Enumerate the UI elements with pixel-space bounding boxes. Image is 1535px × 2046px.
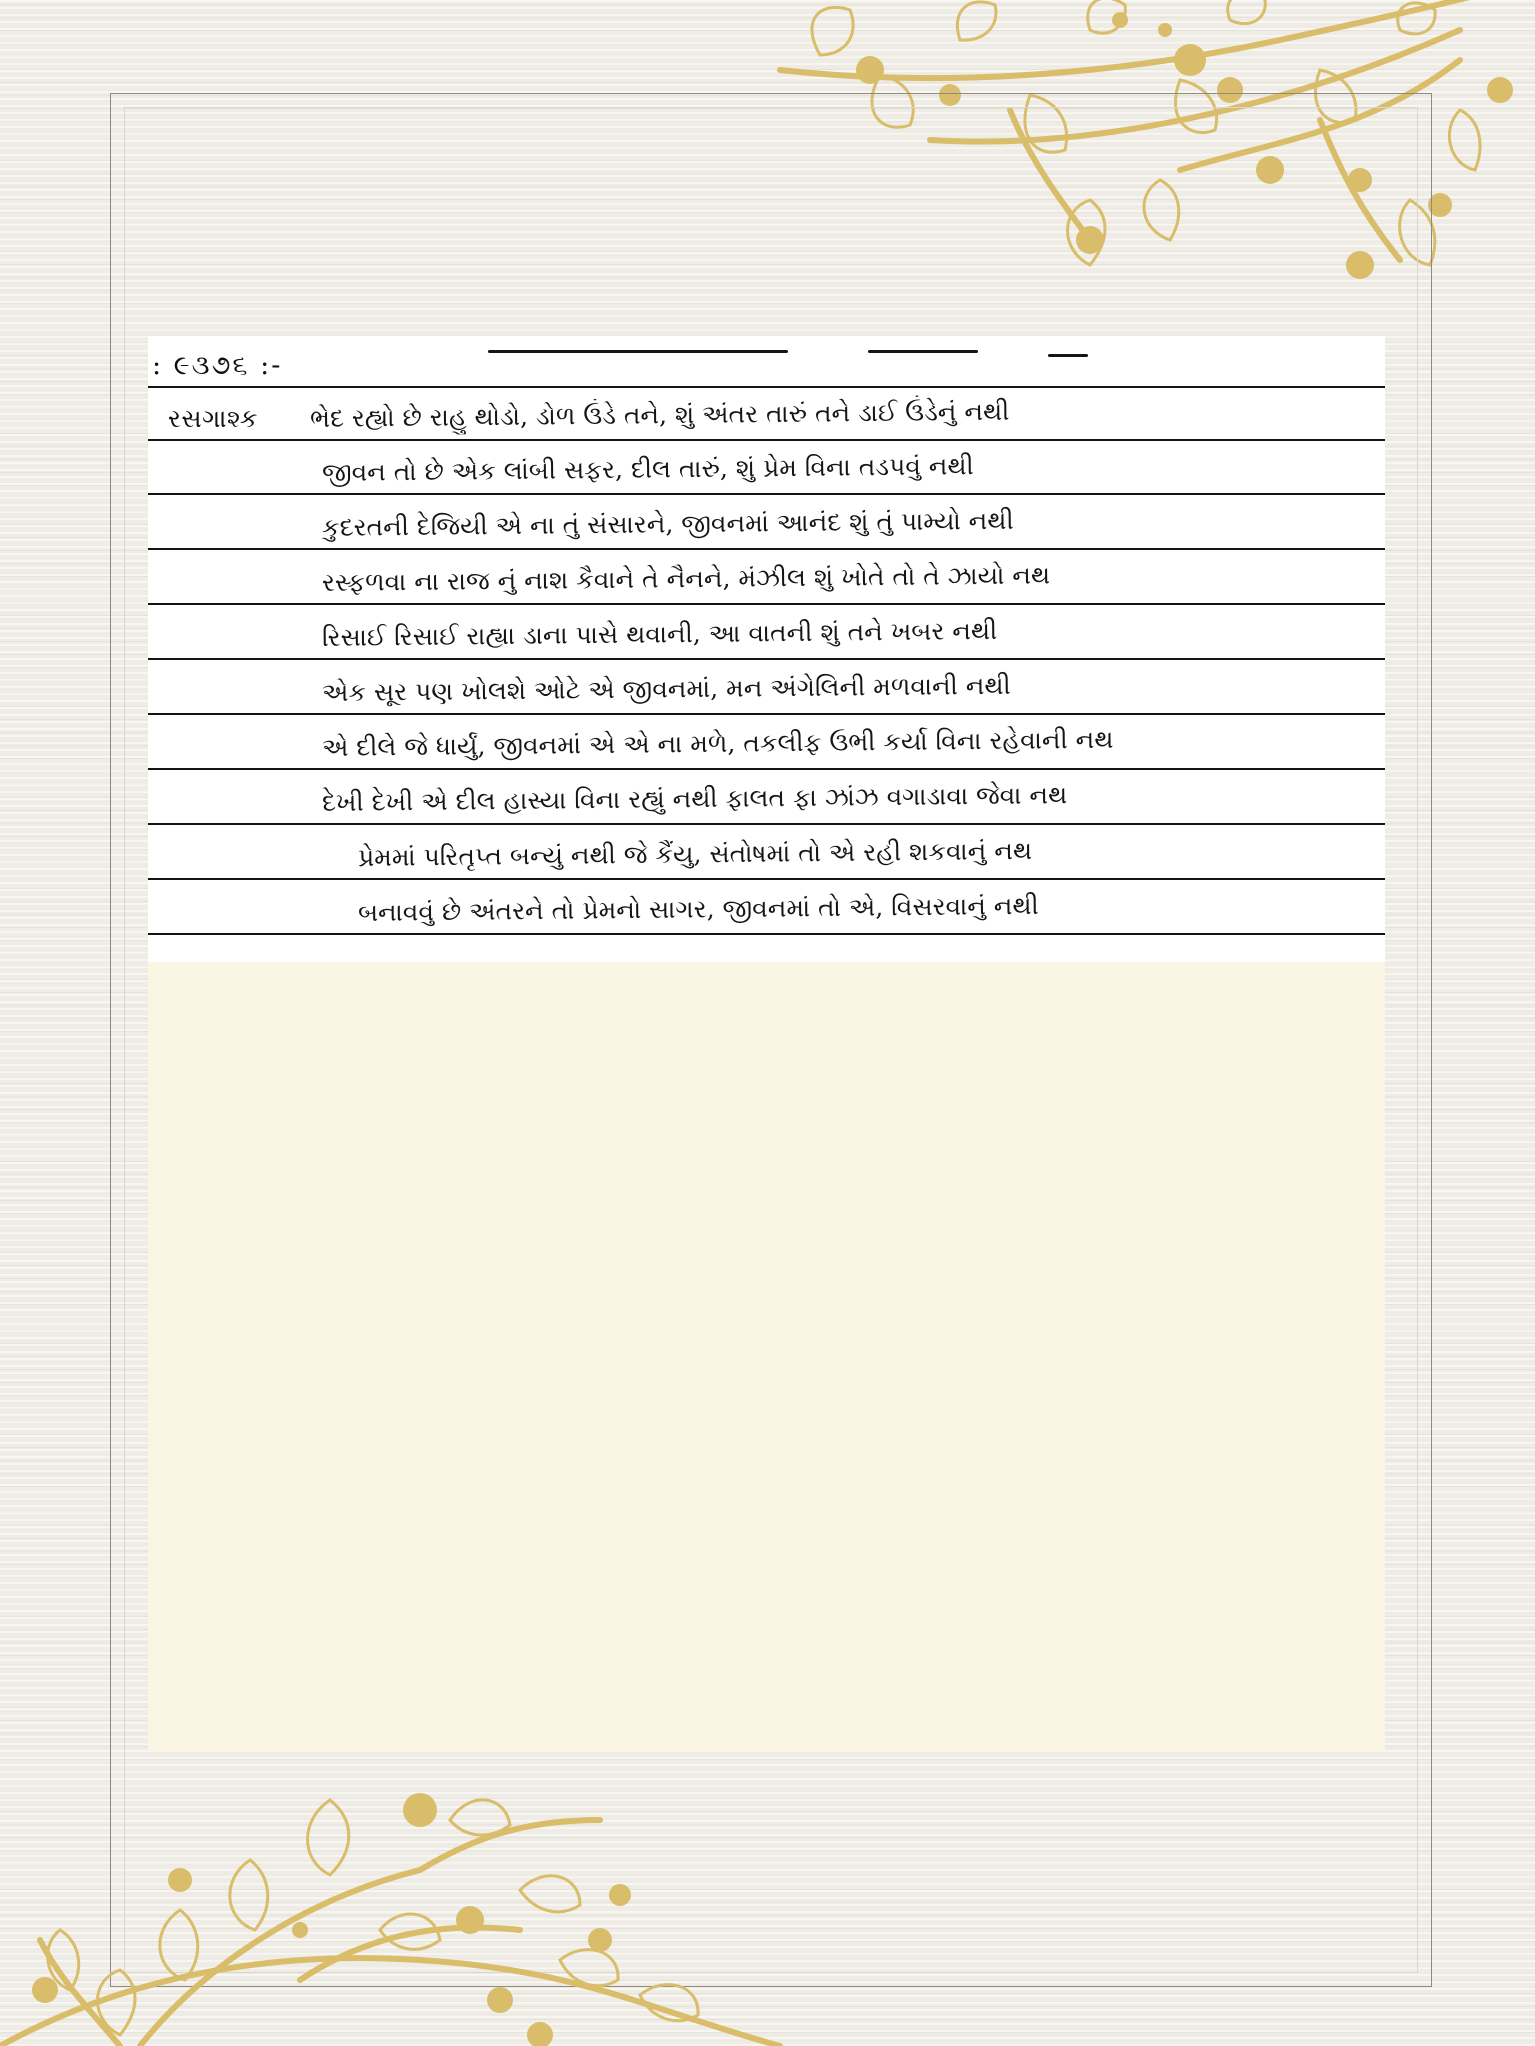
- text-line: દેખી દેખી એ દીલ હાસ્યા વિના રહ્યું નથી ફાલત ફા ઝાંઝ વગાડાવા જેવા નથ: [321, 780, 1068, 817]
- heading-stroke: [1048, 354, 1088, 357]
- ruled-line: [148, 439, 1385, 441]
- ruled-line: [148, 386, 1385, 388]
- ruled-line: [148, 493, 1385, 495]
- text-line: એ દીલે જે ધાર્યું, જીવનમાં એ એ ના મળે, તકલીફ ઉભી કર્યા વિના રહેવાની નથ: [321, 724, 1114, 762]
- page-heading: : ૯૩૭૬ :-: [152, 350, 283, 381]
- text-line: ભેદ રહ્યો છે રાહુ થોડો, ડોળ ઉંડે તને, શું અંતર તારું તને ડાઈ ઉંડેનું નથી: [309, 396, 1010, 433]
- handwritten-page: [148, 336, 1385, 962]
- text-line: એક સૂર પણ ખોલશે ઓટે એ જીવનમાં, મન અંગેલિની મળવાની નથી: [321, 670, 1011, 707]
- text-line: બનાવવું છે અંતરને તો પ્રેમનો સાગર, જીવનમાં તો એ, વિસરવાનું નથી: [357, 890, 1039, 927]
- ruled-line: [148, 548, 1385, 550]
- text-line: કુદરતની દેજિયી એ ના તું સંસારને, જીવનમાં આનંદ શું તું પામ્યો નથી: [321, 505, 1014, 542]
- text-line: રિસાઈ રિસાઈ રાહ્યા ડાના પાસે થવાની, આ વાતની શું તને ખબર નથી: [321, 615, 998, 652]
- ruled-line: [148, 658, 1385, 660]
- ruled-line: [148, 878, 1385, 880]
- heading-stroke: [868, 350, 978, 353]
- ruled-line: [148, 713, 1385, 715]
- ruled-line: [148, 603, 1385, 605]
- ruled-line: [148, 933, 1385, 935]
- text-line: જીવન તો છે એક લાંબી સફર, દીલ તારું, શું પ્રેમ વિના તડપવું નથી: [321, 451, 974, 487]
- margin-label: રસગાશ્ક: [168, 404, 258, 433]
- text-line: રસ્ફળવા ના રાજ નું નાશ કૈવાને તે નૈનને, મંઝીલ શું ખોતે તો તે ઝાયો નથ: [321, 560, 1051, 597]
- heading-stroke: [488, 350, 788, 353]
- ruled-line: [148, 768, 1385, 770]
- ruled-line: [148, 823, 1385, 825]
- text-line: પ્રેમમાં પરિતૃપ્ત બન્યું નથી જે કૈંયુ, સંતોષમાં તો એ રહી શકવાનું નથ: [357, 835, 1033, 872]
- gold-branch-bottom-left-icon: [0, 1780, 800, 2046]
